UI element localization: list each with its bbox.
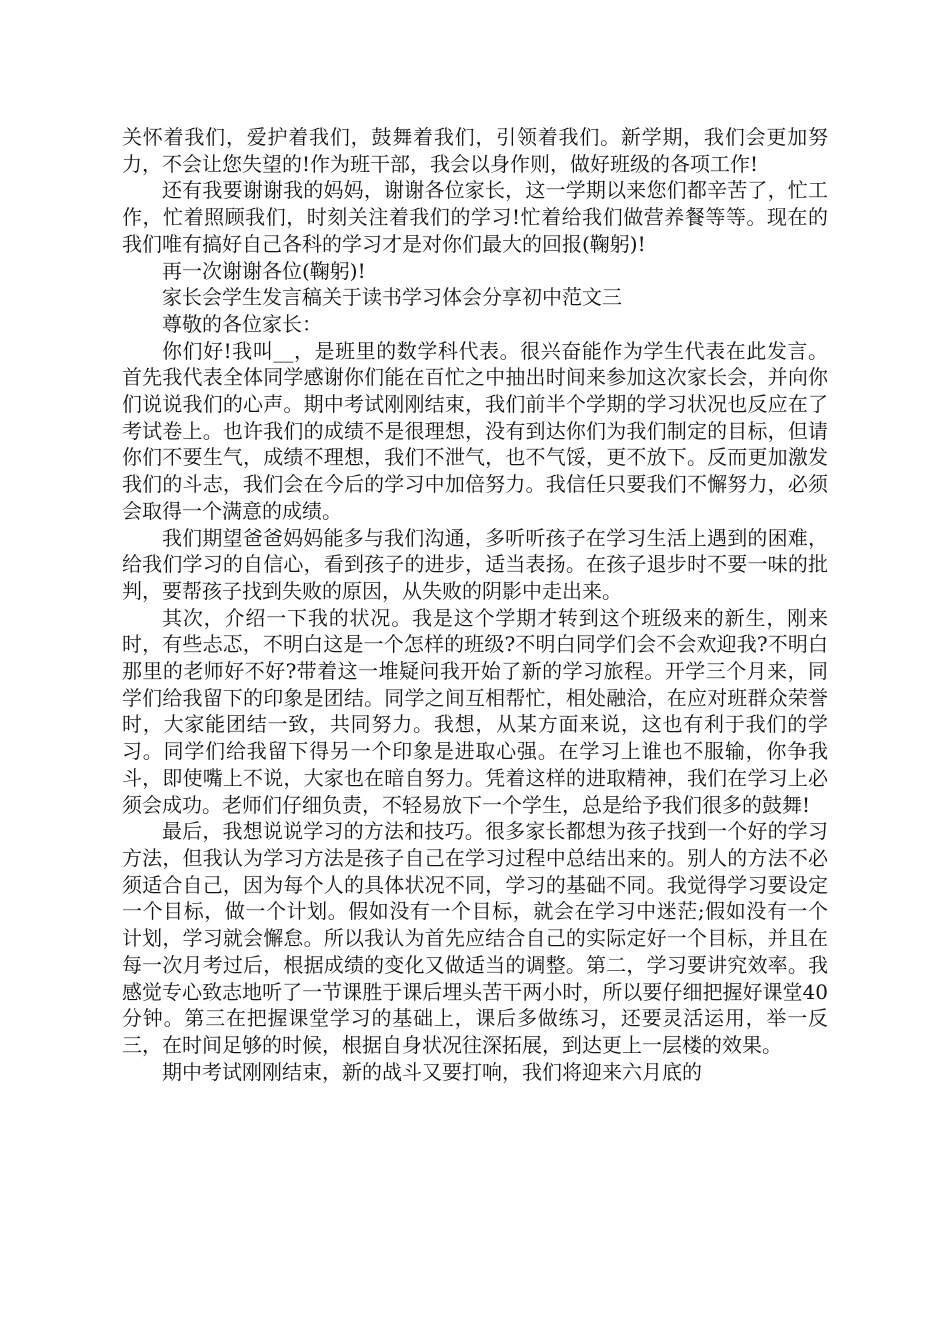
section-title: 家长会学生发言稿关于读书学习体会分享初中范文三 — [162, 285, 622, 310]
paragraph-study-methods: 最后，我想说说学习的方法和技巧。很多家长都想为孩子找到一个好的学习方法，但我认为学习方法是孩子自己在学习过程中总结出来的。别人的方法不必须适合自己，因为每个人的具体状况不同，学习的基础不同。我觉得学习要设定一个目标，做一个计划。假如没有一个目标，就会在学习中迷茫;假如没有一个计划，学习就会懈怠。所以我认为首先应结合自己的实际定好一个目标，并且在每一次月考过后，根据成绩的变化又做适当的调整。第二，学习要讲究效率。我感觉专心致志地听了一节课胜于课后埋头苦干两小时，所以要仔细把握好课堂40分钟。第三在把握课堂学习的基础上，课后多做练习，还要灵活运用，举一反三，在时间足够的时候，根据自身状况往深拓展，到达更上一层楼的效果。 — [122, 819, 828, 1057]
salutation: 尊敬的各位家长： — [162, 311, 322, 336]
paragraph-thanks-parents: 还有我要谢谢我的妈妈，谢谢各位家长，这一学期以来您们都辛苦了，忙工作，忙着照顾我们，时刻关注着我们的学习!忙着给我们做营养餐等等。现在的我们唯有搞好自己各科的学习才是对你们最大的回报(鞠躬)! — [122, 178, 828, 256]
paragraph-introduction: 其次，介绍一下我的状况。我是这个学期才转到这个班级来的新生，刚来时，有些忐忑，不明白这是一个怎样的班级?不明白同学们会不会欢迎我?不明白那里的老师好不好?带着这一堆疑问我开始了新的学习旅程。开学三个月来，同学们给我留下的印象是团结。同学之间互相帮忙，相处融洽，在应对班群众荣誉时，大家能团结一致，共同努力。我想，从某方面来说，这也有利于我们的学习。同学们给我留下得另一个印象是进取心强。在学习上谁也不服输，你争我斗，即使嘴上不说，大家也在暗自努力。凭着这样的进取精神，我们在学习上必须会成功。老师们仔细负责，不轻易放下一个学生，总是给予我们很多的鼓舞! — [122, 605, 828, 817]
paragraph-greeting: 你们好!我叫__，是班里的数学科代表。很兴奋能作为学生代表在此发言。首先我代表全体同学感谢你们能在百忙之中抽出时间来参加这次家长会，并向你们说说我们的心声。期中考试刚刚结束，我们前半个学期的学习状况也反应在了考试卷上。也许我们的成绩不是很理想，没有到达你们为我们制定的目标，但请你们不要生气，成绩不理想，我们不泄气，也不气馁，更不放下。反而更加激发我们的斗志，我们会在今后的学习中加倍努力。我信任只要我们不懈努力，必须会取得一个满意的成绩。 — [122, 338, 828, 523]
paragraph-communication: 我们期望爸爸妈妈能多与我们沟通，多听听孩子在学习生活上遇到的困难，给我们学习的自信心，看到孩子的进步，适当表扬。在孩子退步时不要一味的批判，要帮孩子找到失败的原因，从失败的阴影中走出来。 — [122, 525, 828, 603]
paragraph-continuation: 关怀着我们，爱护着我们，鼓舞着我们，引领着我们。新学期，我们会更加努力，不会让您失望的!作为班干部，我会以身作则，做好班级的各项工作! — [122, 125, 828, 176]
paragraph-thanks-again: 再一次谢谢各位(鞠躬)! — [162, 258, 366, 283]
document-page — [122, 124, 828, 1085]
paragraph-closing: 期中考试刚刚结束，新的战斗又要打响，我们将迎来六月底的 — [162, 1059, 702, 1084]
